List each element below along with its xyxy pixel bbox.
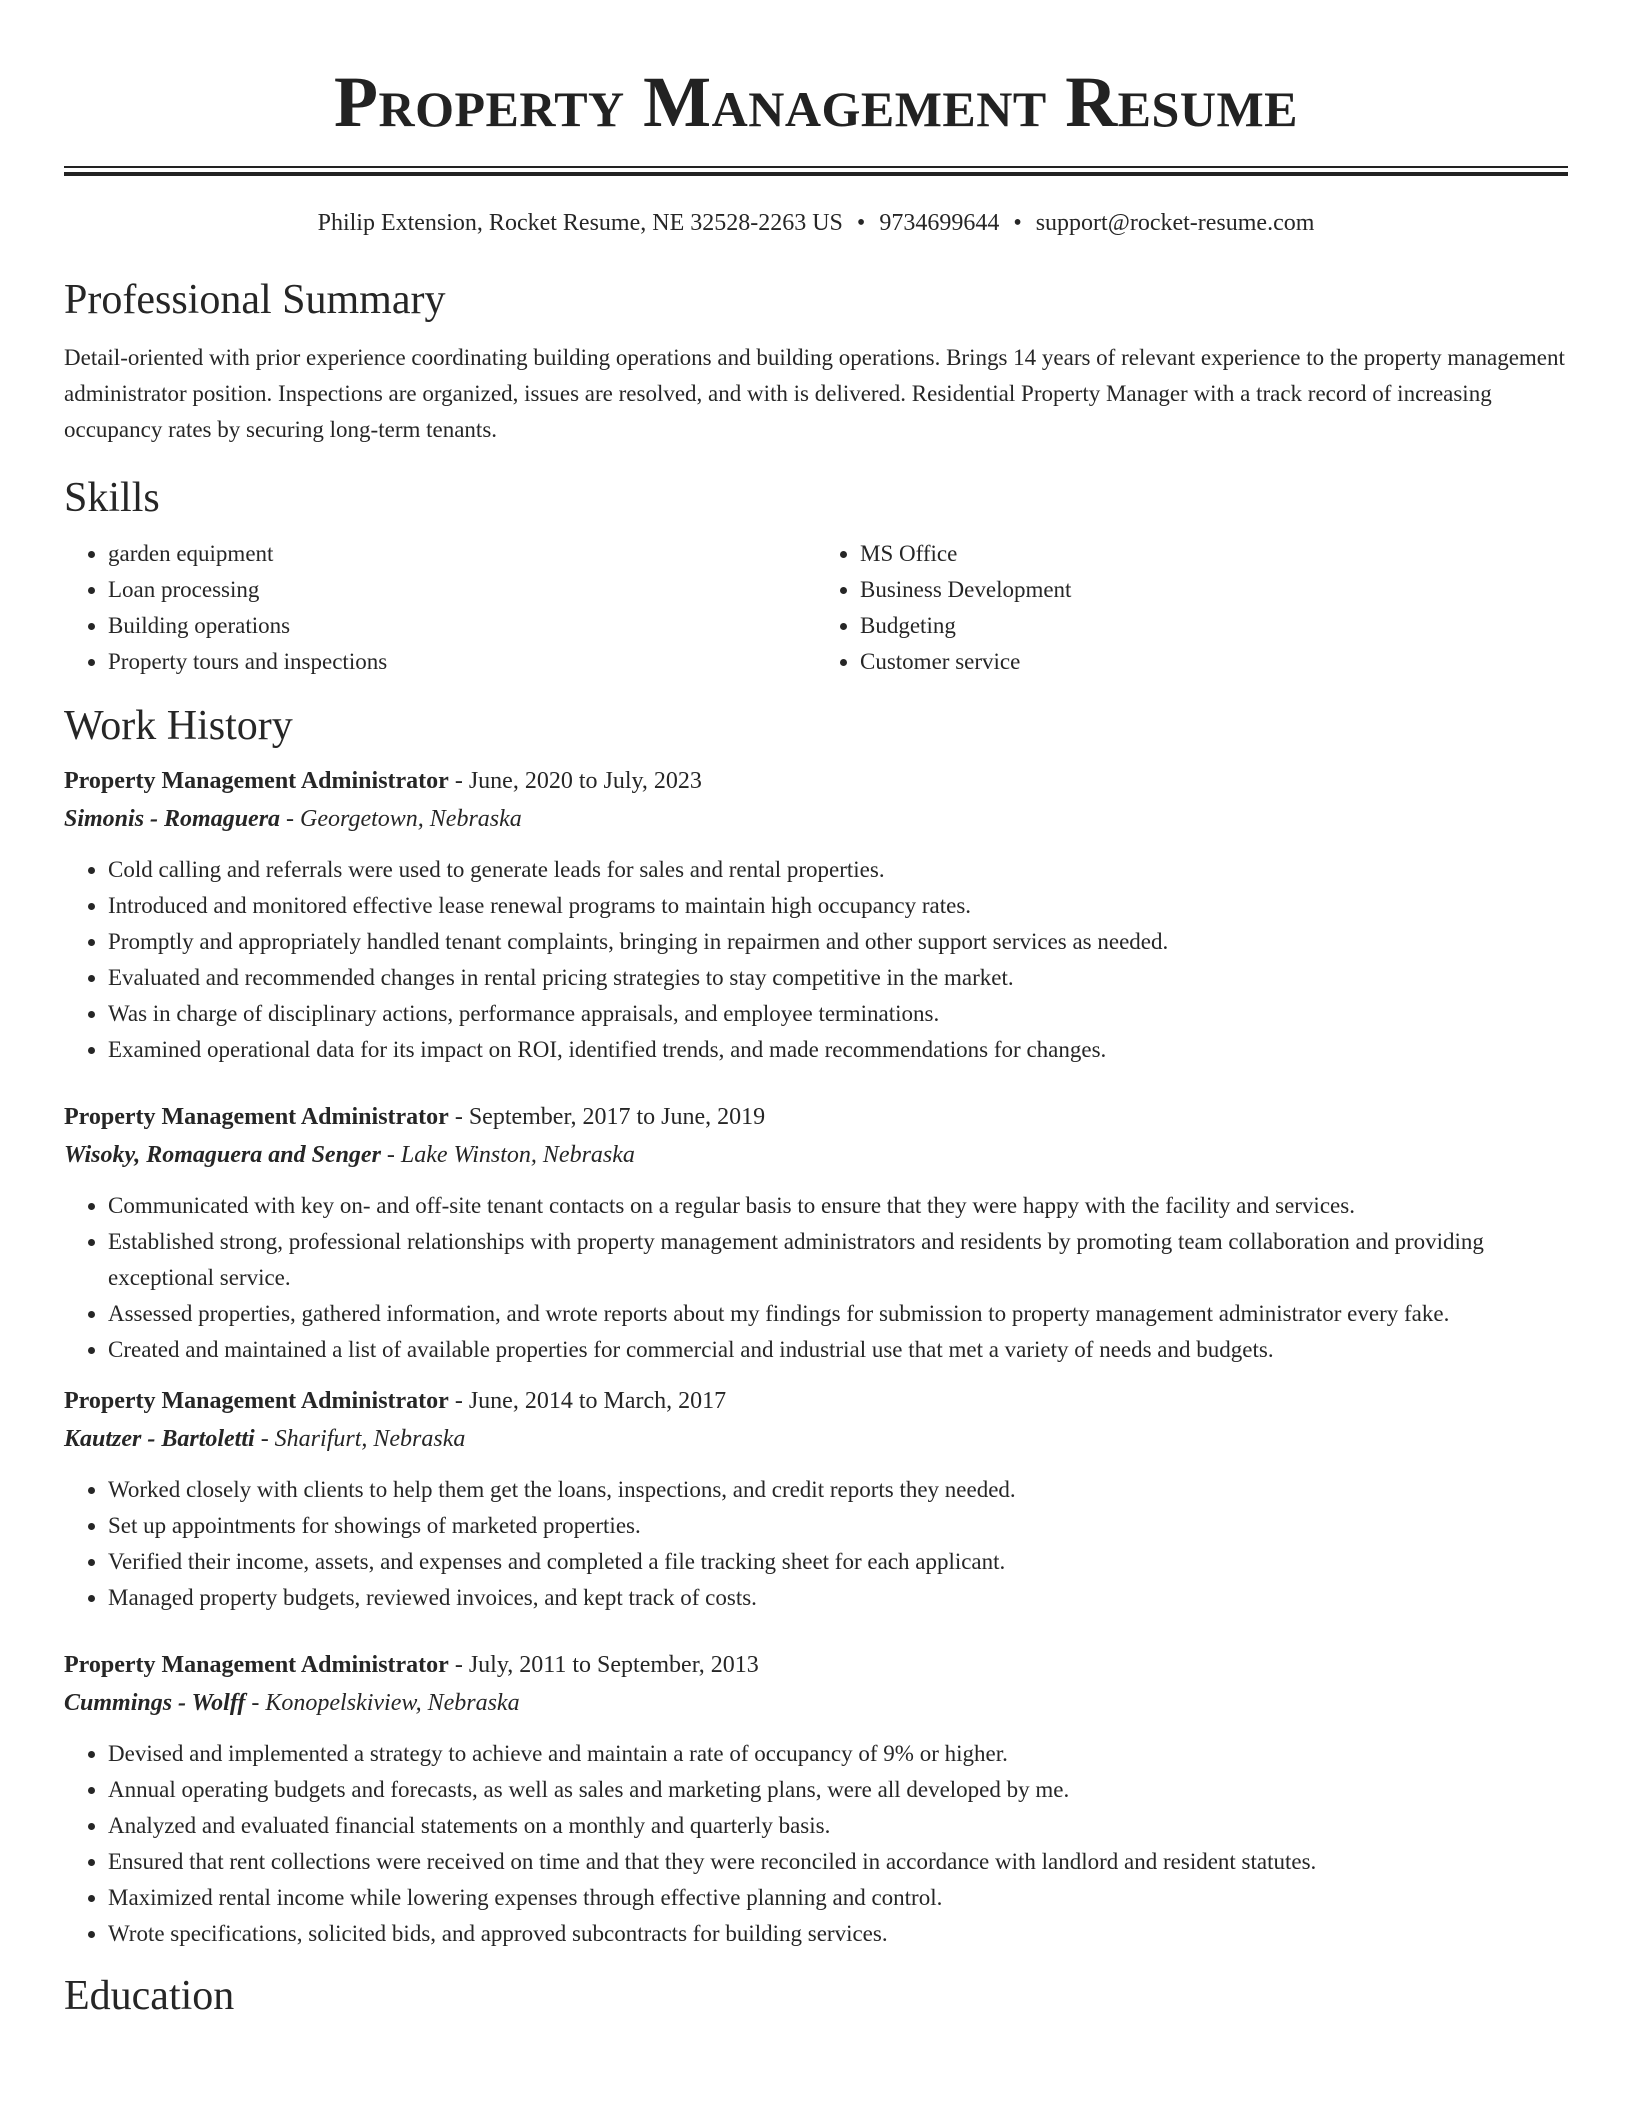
job-organization xyxy=(64,1420,1568,1458)
job-header xyxy=(64,762,1568,800)
job-company: Cummings - Wolff xyxy=(64,1690,246,1716)
job-header xyxy=(64,1382,1568,1420)
skills-column-right xyxy=(816,536,1568,680)
job-bullet: • Verified their income, assets, and expenses and completed a file tracking sheet for each applicant. xyxy=(108,1544,1568,1580)
work-history-heading: Work History xyxy=(64,703,293,749)
job-header xyxy=(64,1646,1568,1684)
job-bullets xyxy=(64,1472,1568,1616)
job-bullet: • Promptly and appropriately handled tenant complaints, bringing in repairmen and other support services as needed. xyxy=(108,924,1568,960)
job-bullet: • Wrote specifications, solicited bids, and approved subcontracts for building services. xyxy=(108,1916,1568,1952)
job-dates: - June, 2020 to July, 2023 xyxy=(448,768,702,794)
job-organization xyxy=(64,800,1568,838)
skill-item: • garden equipment xyxy=(108,536,816,572)
job-role: Property Management Administrator xyxy=(64,1388,449,1414)
contact-separator: • xyxy=(1013,210,1022,236)
contact-address: Philip Extension, Rocket Resume, NE 32528-2263 US xyxy=(317,210,843,236)
skills-heading: Skills xyxy=(64,475,160,521)
job-dates: - June, 2014 to March, 2017 xyxy=(448,1388,727,1414)
job-dates: - September, 2017 to June, 2019 xyxy=(448,1104,766,1130)
job-header xyxy=(64,1098,1568,1136)
summary-text: Detail-oriented with prior experience coordinating building operations and building operations. Brings 14 years of relevant experience to the property management administrator position. Inspections are organized, issues are resolved, and with is delivered. Residential Property Manager with a track record of increasing occupancy rates by securing long-term tenants. xyxy=(64,345,1565,442)
job-location: - Georgetown, Nebraska xyxy=(280,806,522,832)
job-organization xyxy=(64,1136,1568,1174)
job-entry xyxy=(64,1098,1568,1368)
skill-item: • MS Office xyxy=(860,536,1568,572)
contact-separator: • xyxy=(856,210,866,236)
summary-heading: Professional Summary xyxy=(64,277,446,323)
contact-email: support@rocket-resume.com xyxy=(1035,210,1315,236)
skill-item: • Building operations xyxy=(108,608,816,644)
job-bullet: • Evaluated and recommended changes in rental pricing strategies to stay competitive in the market. xyxy=(108,960,1568,996)
skill-item: • Business Development xyxy=(860,572,1568,608)
job-bullet: • Examined operational data for its impact on ROI, identified trends, and made recommendations for changes. xyxy=(108,1032,1568,1068)
skill-item: • Property tours and inspections xyxy=(108,644,816,680)
job-bullet: • Assessed properties, gathered information, and wrote reports about my findings for submission to property management administrator every fake. xyxy=(108,1296,1568,1332)
contact-phone: 9734699644 xyxy=(879,210,1000,236)
job-bullet: • Set up appointments for showings of marketed properties. xyxy=(108,1508,1568,1544)
job-entry xyxy=(64,762,1568,1068)
contact-line xyxy=(64,208,1568,238)
skills-list xyxy=(64,536,1568,680)
job-role: Property Management Administrator xyxy=(64,768,449,794)
skills-column-left xyxy=(64,536,816,680)
job-company: Simonis - Romaguera xyxy=(64,806,281,832)
job-company: Wisoky, Romaguera and Senger xyxy=(64,1142,381,1168)
job-location: - Lake Winston, Nebraska xyxy=(380,1142,635,1168)
page-title: Property Management Resume xyxy=(333,62,1298,142)
job-entry xyxy=(64,1646,1568,1952)
job-location: - Sharifurt, Nebraska xyxy=(254,1426,466,1452)
job-dates: - July, 2011 to September, 2013 xyxy=(448,1652,759,1678)
job-bullet: • Maximized rental income while lowering expenses through effective planning and control. xyxy=(108,1880,1568,1916)
job-bullets xyxy=(64,852,1568,1068)
job-bullet: • Managed property budgets, reviewed invoices, and kept track of costs. xyxy=(108,1580,1568,1616)
job-bullets xyxy=(64,1736,1568,1952)
job-organization xyxy=(64,1684,1568,1722)
job-location: - Konopelskiview, Nebraska xyxy=(245,1690,520,1716)
job-bullet: • Was in charge of disciplinary actions, performance appraisals, and employee terminations. xyxy=(108,996,1568,1032)
job-bullet: • Devised and implemented a strategy to achieve and maintain a rate of occupancy of 9% or higher. xyxy=(108,1736,1568,1772)
job-role: Property Management Administrator xyxy=(64,1652,449,1678)
job-bullet: • Analyzed and evaluated financial statements on a monthly and quarterly basis. xyxy=(108,1808,1568,1844)
job-bullets xyxy=(64,1188,1568,1368)
job-bullet: • Introduced and monitored effective lease renewal programs to maintain high occupancy rates. xyxy=(108,888,1568,924)
job-bullet: • Created and maintained a list of available properties for commercial and industrial use that met a variety of needs and budgets. xyxy=(108,1332,1568,1368)
job-bullet: • Annual operating budgets and forecasts, as well as sales and marketing plans, were all developed by me. xyxy=(108,1772,1568,1808)
title-divider xyxy=(64,166,1568,176)
job-bullet: • Communicated with key on- and off-site tenant contacts on a regular basis to ensure that they were happy with the facility and services. xyxy=(108,1188,1568,1224)
job-company: Kautzer - Bartoletti xyxy=(64,1426,255,1452)
education-heading: Education xyxy=(64,1973,235,2019)
job-role: Property Management Administrator xyxy=(64,1104,449,1130)
job-entry xyxy=(64,1382,1568,1616)
job-bullet: • Cold calling and referrals were used to generate leads for sales and rental properties. xyxy=(108,852,1568,888)
job-bullet: • Worked closely with clients to help them get the loans, inspections, and credit reports they needed. xyxy=(108,1472,1568,1508)
skill-item: • Budgeting xyxy=(860,608,1568,644)
skill-item: • Customer service xyxy=(860,644,1568,680)
job-bullet: • Ensured that rent collections were received on time and that they were reconciled in accordance with landlord and resident statutes. xyxy=(108,1844,1568,1880)
job-bullet: • Established strong, professional relationships with property management administrators and residents by promoting team collaboration and providing exceptional service. xyxy=(108,1224,1568,1296)
skill-item: • Loan processing xyxy=(108,572,816,608)
